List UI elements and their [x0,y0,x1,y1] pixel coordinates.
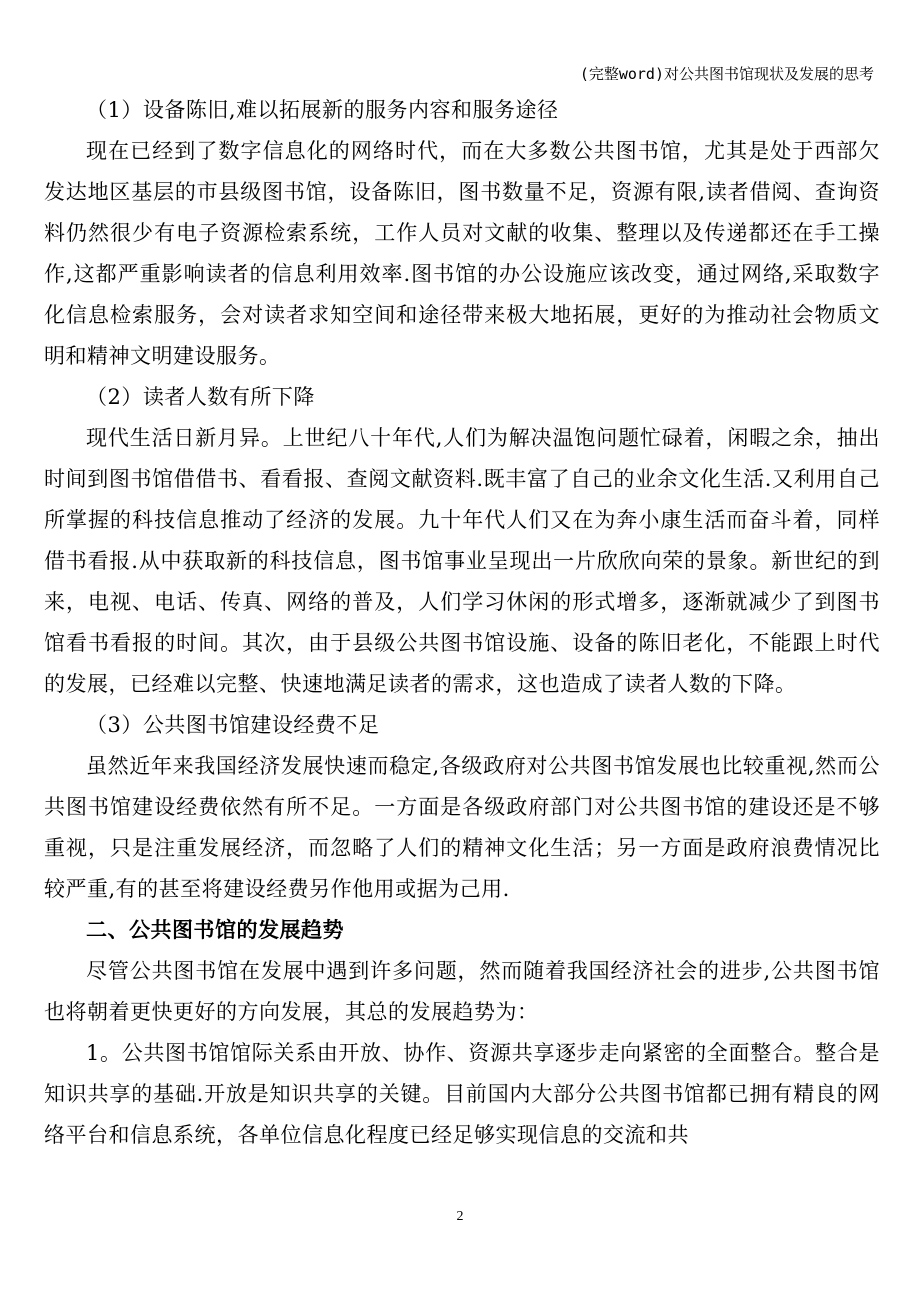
paragraph-readers: 现代生活日新月异。上世纪八十年代,人们为解决温饱问题忙碌着，闲暇之余，抽出时间到图书馆借借书、看看报、查阅文献资料.既丰富了自己的业余文化生活.又利用自己所掌握的科技信息推动了经济的发展。九十年代人们又在为奔小康生活而奋斗着，同样借书看报.从中获取新的科技信息，图书馆事业呈现出一片欣欣向荣的景象。新世纪的到来，电视、电话、传真、网络的普及，人们学习休闲的形式增多，逐渐就减少了到图书馆看书看报的时间。其次，由于县级公共图书馆设施、设备的陈旧老化，不能跟上时代的发展，已经难以完整、快速地满足读者的需求，这也造成了读者人数的下降。 [44,426,880,696]
subheading-funding: （3）公共图书馆建设经费不足 [86,713,380,737]
paragraph-funding: 虽然近年来我国经济发展快速而稳定,各级政府对公共图书馆发展也比较重视,然而公共图书馆建设经费依然有所不足。一方面是各级政府部门对公共图书馆的建设还是不够重视，只是注重发展经济，而忽略了人们的精神文化生活；另一方面是政府浪费情况比较严重,有的甚至将建设经费另作他用或据为己用. [44,754,880,901]
document-body [44,90,880,1156]
paragraph-trend-1: 1。公共图书馆馆际关系由开放、协作、资源共享逐步走向紧密的全面整合。整合是知识共享的基础.开放是知识共享的关键。目前国内大部分公共图书馆都已拥有精良的网络平台和信息系统，各单位信息化程度已经足够实现信息的交流和共 [44,1041,880,1147]
section-heading-trends: 二、公共图书馆的发展趋势 [86,918,344,942]
subheading-readers: （2）读者人数有所下降 [86,385,315,409]
paragraph-equipment: 现在已经到了数字信息化的网络时代，而在大多数公共图书馆，尤其是处于西部欠发达地区基层的市县级图书馆，设备陈旧，图书数量不足，资源有限,读者借阅、查询资料仍然很少有电子资源检索系统，工作人员对文献的收集、整理以及传递都还在手工操作,这都严重影响读者的信息利用效率.图书馆的办公设施应该改变，通过网络,采取数字化信息检索服务，会对读者求知空间和途径带来极大地拓展，更好的为推动社会物质文明和精神文明建设服务。 [44,139,880,368]
paragraph-trends-intro: 尽管公共图书馆在发展中遇到许多问题，然而随着我国经济社会的进步,公共图书馆也将朝着更快更好的方向发展，其总的发展趋势为： [44,959,880,1024]
page-number: 2 [456,1209,464,1224]
running-header: (完整word)对公共图书馆现状及发展的思考 [579,65,874,83]
subheading-equipment: （1）设备陈旧,难以拓展新的服务内容和服务途径 [86,98,559,122]
